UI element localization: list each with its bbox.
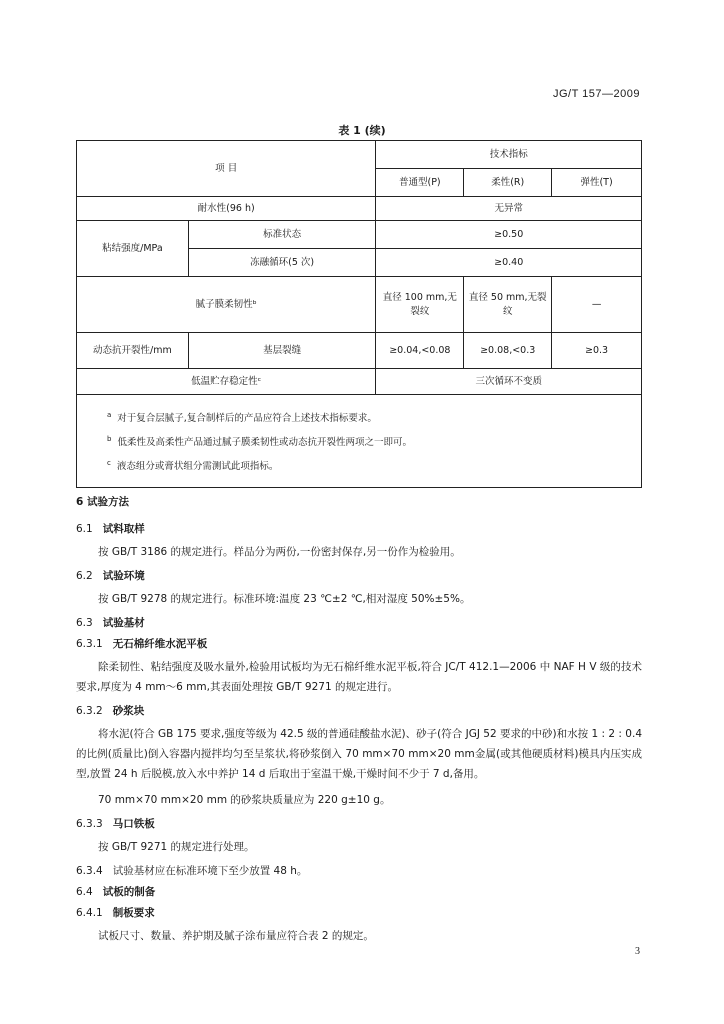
section-6-2-heading: 6.2 试验环境 xyxy=(76,570,145,582)
crack-r: ≥0.08,<0.3 xyxy=(464,333,552,369)
table-notes xyxy=(77,395,642,488)
crack-sub-label: 基层裂缝 xyxy=(188,333,376,369)
bond-freeze-label: 冻融循环(5 次) xyxy=(188,249,376,277)
section-6-3-2-mass: 70 mm×70 mm×20 mm 的砂浆块质量应为 220 g±10 g。 xyxy=(98,794,391,806)
section-6-heading: 6 试验方法 xyxy=(76,496,129,508)
film-flexibility-t: — xyxy=(552,277,642,333)
type-r-header: 柔性(R) xyxy=(464,169,552,197)
section-6-3-1-heading: 6.3.1 无石棉纤维水泥平板 xyxy=(76,638,208,650)
bond-strength-label: 粘结强度/MPa xyxy=(77,221,189,277)
section-6-4-1-heading: 6.4.1 制板要求 xyxy=(76,907,155,919)
document-code: JG/T 157—2009 xyxy=(552,88,640,100)
item-header: 项 目 xyxy=(77,141,376,197)
body-text xyxy=(76,494,642,952)
tech-header: 技术指标 xyxy=(376,141,642,169)
crack-p: ≥0.04,<0.08 xyxy=(376,333,464,369)
section-6-1-text: 按 GB/T 3186 的规定进行。样品分为两份,一份密封保存,另一份作为检验用。 xyxy=(98,546,461,558)
low-temp-storage-value: 三次循环不变质 xyxy=(376,369,642,395)
note-c: $^c$ 液态组分或膏状组分需测试此项指标。 xyxy=(107,459,279,473)
section-6-3-3-text: 按 GB/T 9271 的规定进行处理。 xyxy=(98,841,255,853)
section-6-3-heading: 6.3 试验基材 xyxy=(76,617,145,629)
film-flexibility-label: 腻子膜柔韧性ᵇ xyxy=(77,277,376,333)
film-flexibility-p: 直径 100 mm,无裂纹 xyxy=(376,277,464,333)
section-6-2-text: 按 GB/T 9278 的规定进行。标准环境:温度 23 ℃±2 ℃,相对湿度 50%±5%。 xyxy=(98,593,471,605)
crack-resistance-label: 动态抗开裂性/mm xyxy=(77,333,189,369)
type-t-header: 弹性(T) xyxy=(552,169,642,197)
page-number: 3 xyxy=(635,946,640,957)
bond-freeze-value: ≥0.40 xyxy=(376,249,642,277)
table-title: 表 1 (续) xyxy=(338,124,386,137)
section-6-4-1-text: 试板尺寸、数量、养护期及腻子涂布量应符合表 2 的规定。 xyxy=(98,930,374,942)
bond-standard-label: 标准状态 xyxy=(188,221,376,249)
water-resistance-label: 耐水性(96 h) xyxy=(77,197,376,221)
water-resistance-value: 无异常 xyxy=(376,197,642,221)
section-6-1-heading: 6.1 试料取样 xyxy=(76,523,145,535)
note-b: $^b$ 低柔性及高柔性产品通过腻子膜柔韧性或动态抗开裂性两项之一即可。 xyxy=(107,435,412,449)
type-p-header: 普通型(P) xyxy=(376,169,464,197)
section-6-4-heading: 6.4 试板的制备 xyxy=(76,886,156,898)
crack-t: ≥0.3 xyxy=(552,333,642,369)
spec-table xyxy=(76,140,642,488)
section-6-3-2-heading: 6.3.2 砂浆块 xyxy=(76,705,145,717)
section-6-3-2-text: 将水泥(符合 GB 175 要求,强度等级为 42.5 级的普通硅酸盐水泥)、砂子(符合 JGJ 52 要求的中砂)和水按 1 : 2 : 0.4 的比例(质量比)倒入容器内搅拌均匀至呈浆状,将砂浆倒入 70 mm×70 mm×20 mm金属(或其他硬质材料)模具内压实成型,放置 24 h 后脱模,放入水中养护 14 d 后取出于室温干燥,干燥时间不少于 7 d,备用。 xyxy=(76,728,642,780)
film-flexibility-r: 直径 50 mm,无裂纹 xyxy=(464,277,552,333)
section-6-3-4: 6.3.4 试验基材应在标准环境下至少放置 48 h。 xyxy=(76,865,308,877)
note-a: $^a$ 对于复合层腻子,复合制样后的产品应符合上述技术指标要求。 xyxy=(107,411,377,425)
section-6-3-1-text: 除柔韧性、粘结强度及吸水量外,检验用试板均为无石棉纤维水泥平板,符合 JC/T 412.1—2006 中 NAF H V 级的技术要求,厚度为 4 mm～6 mm,其表面处理按 GB/T 9271 的规定进行。 xyxy=(76,661,642,693)
bond-standard-value: ≥0.50 xyxy=(376,221,642,249)
low-temp-storage-label: 低温贮存稳定性ᶜ xyxy=(77,369,376,395)
section-6-3-3-heading: 6.3.3 马口铁板 xyxy=(76,818,155,830)
